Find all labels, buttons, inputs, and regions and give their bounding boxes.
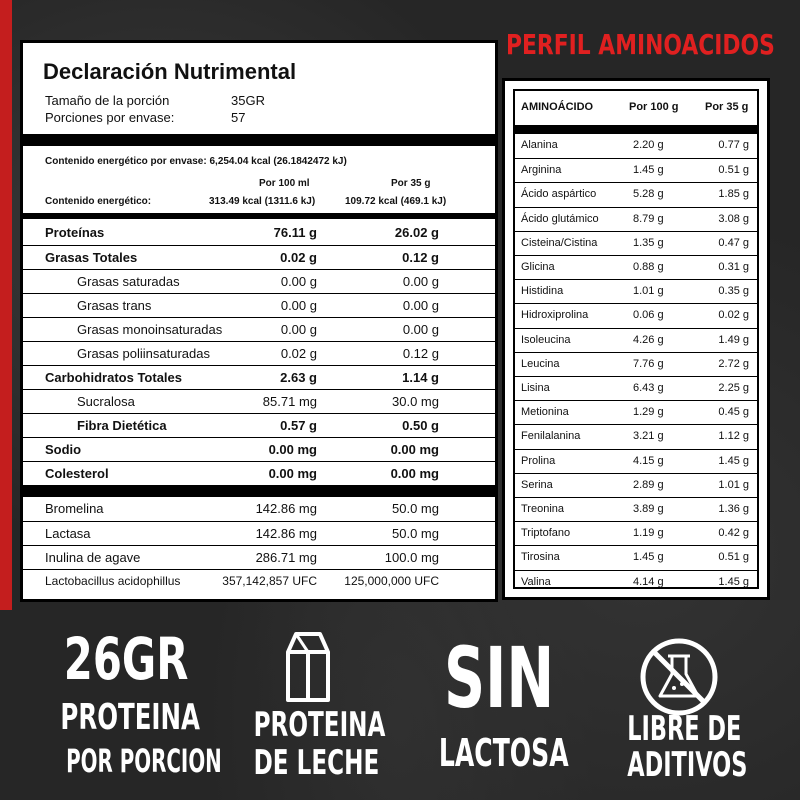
- extra-value-35: 50.0 mg: [392, 501, 439, 516]
- nutrient-value-35: 0.50 g: [402, 418, 439, 433]
- amino-row: [515, 207, 757, 232]
- extra-row: [23, 545, 495, 570]
- amino-value-35: 0.02 g: [718, 309, 749, 322]
- amino-row: [515, 545, 757, 570]
- extra-value-100: 357,142,857 UFC: [222, 574, 317, 588]
- nutrient-value-100: 0.57 g: [280, 418, 317, 433]
- nutrient-value-35: 0.00 g: [402, 274, 439, 289]
- nutrient-row: [23, 389, 495, 414]
- amino-name: Fenilalanina: [521, 430, 581, 443]
- additives-line2: ADITIVOS: [627, 745, 748, 785]
- energy-per-container: Contenido energético por envase: 6,254.04 kcal (26.1842472 kJ): [45, 156, 347, 167]
- divider-bar: [23, 213, 495, 219]
- nutrient-label: Proteínas: [45, 225, 105, 240]
- nutrient-value-35: 0.00 g: [402, 298, 439, 313]
- red-accent-strip: [0, 0, 12, 610]
- nutrient-label: Grasas trans: [77, 298, 152, 313]
- amino-row: [515, 449, 757, 474]
- amino-name: Lisina: [521, 382, 550, 394]
- amino-value-100: 0.06 g: [633, 309, 664, 322]
- amino-value-100: 0.88 g: [633, 261, 664, 273]
- amino-name: Leucina: [521, 357, 560, 370]
- additives-line1: LIBRE DE: [627, 709, 742, 749]
- amino-value-35: 0.51 g: [718, 551, 749, 564]
- amino-value-100: 4.26 g: [633, 333, 664, 346]
- amino-row: [515, 158, 757, 183]
- amino-row: [515, 400, 757, 425]
- nutrient-value-100: 0.00 g: [280, 298, 317, 313]
- nutrient-row: [23, 317, 495, 342]
- nutrient-value-100: 0.00 g: [280, 322, 317, 337]
- amino-row: [515, 352, 757, 377]
- nutrient-row: [23, 341, 495, 366]
- amino-row: [515, 279, 757, 304]
- nutrient-value-100: 0.00 mg: [268, 442, 317, 457]
- amino-value-35: 0.77 g: [718, 139, 749, 151]
- extra-value-35: 50.0 mg: [392, 526, 439, 541]
- amino-row: [515, 134, 757, 158]
- nutrient-row: [23, 365, 495, 390]
- amino-value-35: 0.47 g: [718, 236, 749, 249]
- extra-row: [23, 569, 495, 594]
- amino-value-100: 2.89 g: [633, 478, 664, 491]
- nutrient-row: [23, 293, 495, 318]
- servings-value: 57: [231, 110, 246, 125]
- nutrient-value-35: 30.0 mg: [392, 394, 439, 409]
- amino-value-35: 2.25 g: [718, 382, 749, 394]
- amino-row: [515, 424, 757, 449]
- amino-value-35: 1.85 g: [718, 188, 749, 201]
- amino-name: Triptofano: [521, 527, 571, 540]
- nutrient-value-35: 0.12 g: [402, 346, 439, 361]
- nutrient-value-35: 0.00 g: [402, 322, 439, 337]
- extra-label: Lactobacillus acidophillus: [45, 574, 181, 588]
- amino-value-100: 1.19 g: [633, 527, 664, 540]
- milk-protein-line1: PROTEINA: [253, 705, 386, 745]
- lactose-label: LACTOSA: [438, 731, 569, 775]
- extra-value-35: 100.0 mg: [384, 550, 439, 565]
- protein-grams: 26GR: [63, 625, 189, 693]
- col1-header: Por 100 ml: [259, 178, 310, 189]
- amino-value-35: 3.08 g: [718, 212, 749, 225]
- amino-col-name-header: AMINOÁCIDO: [521, 101, 594, 113]
- nutrient-label: Grasas Totales: [45, 250, 138, 265]
- amino-name: Serina: [521, 478, 553, 491]
- amino-value-100: 4.14 g: [633, 575, 664, 588]
- amino-name: Arginina: [521, 164, 562, 177]
- amino-value-100: 7.76 g: [633, 357, 664, 370]
- divider-bar: [23, 134, 495, 146]
- nutrient-label: Carbohidratos Totales: [45, 370, 183, 385]
- nutrient-row: [23, 269, 495, 294]
- extra-row: [23, 521, 495, 546]
- amino-value-100: 5.28 g: [633, 188, 664, 201]
- no-additives-icon: [638, 636, 720, 718]
- per-serving-label: POR PORCION: [66, 742, 222, 780]
- amino-name: Valina: [521, 575, 551, 588]
- nutrient-value-100: 2.63 g: [280, 370, 317, 385]
- amino-value-35: 2.72 g: [718, 357, 749, 370]
- nutrient-row: [23, 245, 495, 270]
- portion-size-label: Tamaño de la porción: [45, 93, 170, 108]
- nutrient-row: [23, 413, 495, 438]
- portion-size-value: 35GR: [231, 93, 265, 108]
- amino-row: [515, 521, 757, 546]
- col2-header: Por 35 g: [391, 178, 431, 189]
- amino-name: Cisteina/Cistina: [521, 236, 598, 249]
- nutrient-label: Grasas monoinsaturadas: [77, 322, 223, 337]
- milk-protein-line2: DE LECHE: [253, 743, 380, 783]
- nutrient-value-100: 85.71 mg: [262, 394, 317, 409]
- amino-value-35: 0.45 g: [718, 406, 749, 419]
- amino-value-35: 0.35 g: [718, 285, 749, 298]
- extra-row: [23, 497, 495, 521]
- amino-value-100: 1.01 g: [633, 285, 664, 298]
- amino-name: Histidina: [521, 285, 564, 298]
- amino-value-35: 1.45 g: [718, 575, 749, 588]
- nutrition-title: Declaración Nutrimental: [43, 59, 297, 84]
- amino-value-35: 1.45 g: [718, 454, 749, 467]
- amino-col-35-header: Por 35 g: [705, 101, 749, 113]
- amino-row: [515, 376, 757, 401]
- amino-value-35: 1.12 g: [718, 430, 749, 443]
- amino-value-35: 0.51 g: [718, 164, 749, 177]
- amino-row: [515, 328, 757, 353]
- nutrition-facts-panel: [20, 40, 498, 602]
- nutrient-value-100: 0.00 g: [280, 274, 317, 289]
- nutrient-row: [23, 221, 495, 245]
- protein-label: PROTEINA: [60, 697, 200, 738]
- amino-name: Ácido glutámico: [521, 212, 599, 225]
- amino-name: Treonina: [521, 503, 565, 515]
- extra-label: Inulina de agave: [45, 550, 141, 565]
- extra-value-100: 142.86 mg: [255, 501, 317, 516]
- servings-label: Porciones por envase:: [45, 110, 175, 125]
- energy-per-100: 313.49 kcal (1311.6 kJ): [209, 196, 316, 207]
- amino-acid-panel: [502, 78, 770, 600]
- nutrient-label: Grasas saturadas: [77, 274, 180, 289]
- amino-value-100: 1.45 g: [633, 551, 664, 564]
- amino-name: Glicina: [521, 261, 555, 273]
- amino-row: [515, 473, 757, 498]
- nutrient-label: Grasas poliinsaturadas: [77, 346, 210, 361]
- divider-bar: [23, 485, 495, 497]
- amino-name: Tirosina: [521, 551, 560, 564]
- nutrient-row: [23, 461, 495, 486]
- nutrient-value-100: 0.00 mg: [268, 466, 317, 481]
- amino-name: Isoleucina: [521, 333, 571, 346]
- amino-value-100: 4.15 g: [633, 454, 664, 467]
- amino-value-100: 1.29 g: [633, 406, 664, 419]
- amino-value-100: 3.21 g: [633, 430, 664, 443]
- amino-col-100-header: Por 100 g: [629, 101, 679, 113]
- amino-name: Prolina: [521, 454, 556, 467]
- divider-bar: [515, 125, 757, 134]
- nutrient-value-35: 0.00 mg: [390, 466, 439, 481]
- amino-value-100: 3.89 g: [633, 503, 664, 515]
- amino-row: [515, 182, 757, 207]
- extra-label: Bromelina: [45, 501, 104, 516]
- milk-carton-icon: [282, 630, 334, 704]
- nutrient-value-100: 76.11 g: [273, 225, 317, 240]
- nutrient-label: Fibra Dietética: [77, 418, 167, 433]
- amino-value-100: 8.79 g: [633, 212, 664, 225]
- nutrient-label: Sodio: [45, 442, 82, 457]
- amino-profile-heading: PERFIL AMINOACIDOS: [506, 28, 775, 61]
- energy-label: Contenido energético:: [45, 196, 152, 207]
- extra-value-100: 286.71 mg: [255, 550, 317, 565]
- amino-value-100: 2.20 g: [633, 139, 664, 151]
- extra-label: Lactasa: [45, 526, 91, 541]
- amino-value-100: 1.35 g: [633, 236, 664, 249]
- amino-value-35: 1.01 g: [718, 478, 749, 491]
- extra-value-35: 125,000,000 UFC: [344, 574, 439, 588]
- amino-row: [515, 231, 757, 256]
- amino-value-35: 1.49 g: [718, 333, 749, 346]
- nutrient-value-35: 0.12 g: [402, 250, 439, 265]
- amino-table: [513, 89, 759, 589]
- amino-name: Alanina: [521, 139, 558, 151]
- energy-per-35: 109.72 kcal (469.1 kJ): [345, 196, 447, 207]
- amino-value-100: 1.45 g: [633, 164, 664, 177]
- amino-row: [515, 570, 757, 595]
- amino-value-35: 1.36 g: [718, 503, 749, 515]
- amino-row: [515, 303, 757, 328]
- nutrient-label: Sucralosa: [77, 394, 135, 409]
- sin-label: SIN: [444, 629, 555, 727]
- amino-value-100: 6.43 g: [633, 382, 664, 394]
- amino-row: [515, 497, 757, 522]
- nutrient-value-35: 26.02 g: [394, 225, 439, 240]
- nutrient-row: [23, 437, 495, 462]
- extra-value-100: 142.86 mg: [255, 526, 317, 541]
- amino-name: Hidroxiprolina: [521, 309, 589, 322]
- nutrient-value-35: 0.00 mg: [390, 442, 439, 457]
- amino-value-35: 0.42 g: [718, 527, 749, 540]
- nutrient-value-100: 0.02 g: [280, 346, 317, 361]
- nutrient-value-100: 0.02 g: [280, 250, 317, 265]
- nutrient-value-35: 1.14 g: [402, 370, 439, 385]
- amino-value-35: 0.31 g: [718, 261, 749, 273]
- amino-name: Ácido aspártico: [521, 188, 597, 201]
- amino-row: [515, 255, 757, 280]
- amino-name: Metionina: [521, 406, 569, 419]
- nutrient-label: Colesterol: [45, 466, 109, 481]
